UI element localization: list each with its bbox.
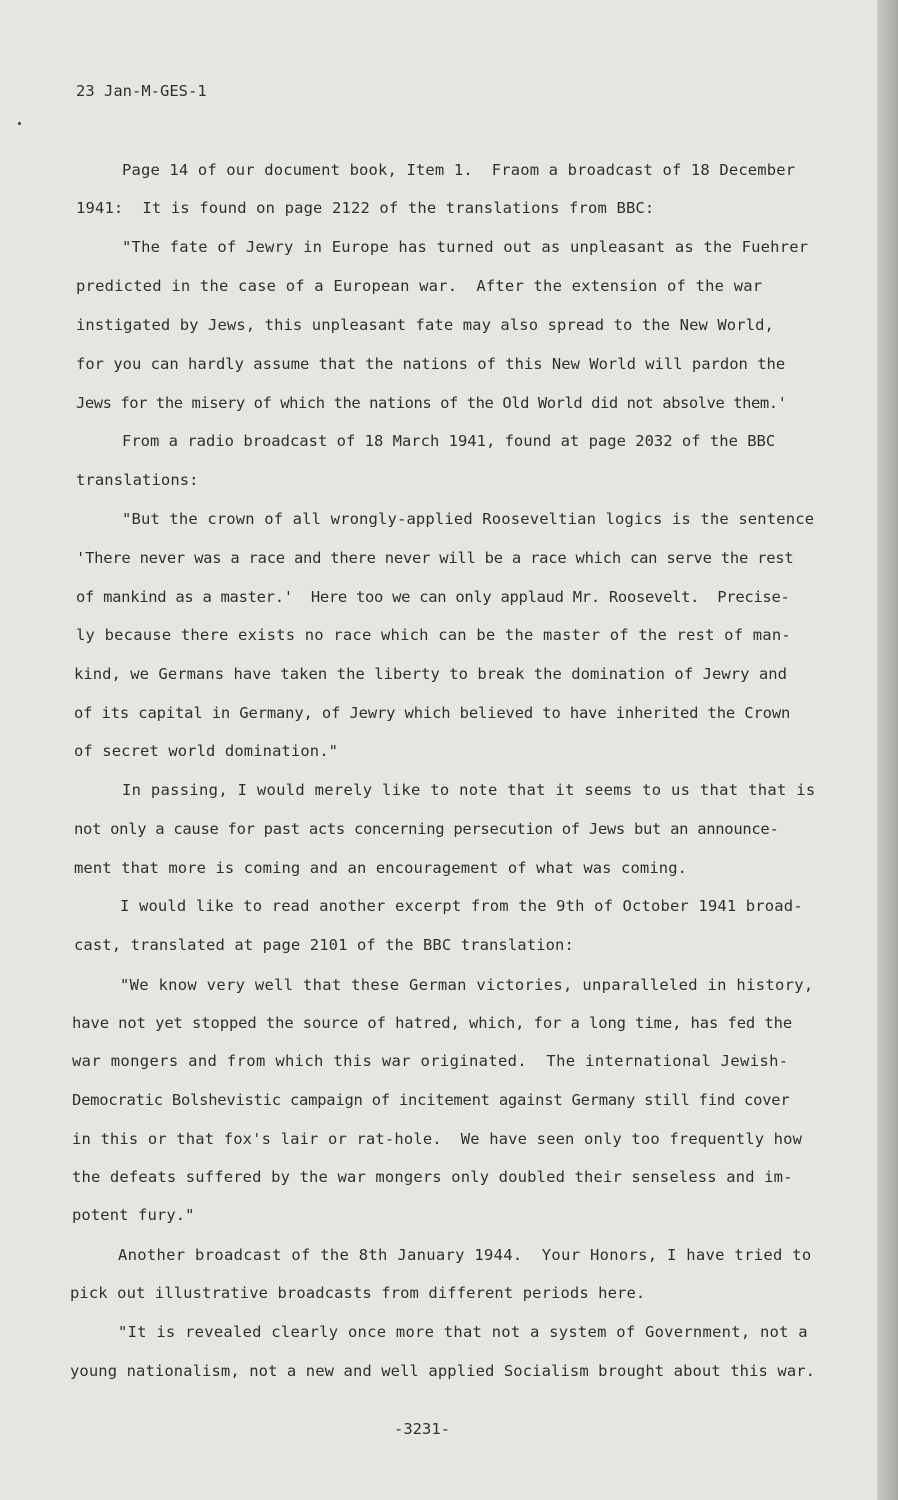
text-line: have not yet stopped the source of hatred, which, for a long time, has fed the <box>72 1014 793 1032</box>
text-line: potent fury." <box>72 1206 195 1224</box>
text-line: ment that more is coming and an encouragement of what was coming. <box>74 859 688 877</box>
text-line: translations: <box>76 471 199 489</box>
text-line: of mankind as a master.' Here too we can only applaud Mr. Roosevelt. Precise- <box>76 588 790 606</box>
text-line: instigated by Jews, this unpleasant fate may also spread to the New World, <box>76 316 774 334</box>
text-line: "It is revealed clearly once more that not a system of Government, not a <box>118 1323 808 1341</box>
text-line: war mongers and from which this war originated. The international Jewish- <box>72 1052 789 1070</box>
text-line: "The fate of Jewry in Europe has turned out as unpleasant as the Fuehrer <box>122 238 809 256</box>
text-line: the defeats suffered by the war mongers only doubled their senseless and im- <box>72 1168 793 1186</box>
text-line: "We know very well that these German victories, unparalleled in history, <box>120 976 814 994</box>
text-line: Another broadcast of the 8th January 1944. Your Honors, I have tried to <box>118 1246 812 1264</box>
page-edge <box>878 0 898 1500</box>
text-line: From a radio broadcast of 18 March 1941, found at page 2032 of the BBC <box>122 432 776 450</box>
text-line: for you can hardly assume that the nations of this New World will pardon the <box>76 355 786 373</box>
text-line: I would like to read another excerpt from the 9th of October 1941 broad- <box>120 897 803 915</box>
document-header-code: 23 Jan-M-GES-1 <box>76 82 207 100</box>
text-line: In passing, I would merely like to note that it seems to us that that is <box>122 781 816 799</box>
text-line: of its capital in Germany, of Jewry which believed to have inherited the Crown <box>74 704 791 722</box>
text-line: 'There never was a race and there never will be a race which can serve the rest <box>76 549 794 567</box>
text-line: ly because there exists no race which can be the master of the rest of man- <box>76 626 791 644</box>
page-number: -3231- <box>394 1420 450 1438</box>
text-line: "But the crown of all wrongly-applied Rooseveltian logics is the sentence <box>122 510 815 528</box>
text-line: Jews for the misery of which the nations of the Old World did not absolve them.' <box>76 394 787 412</box>
text-line: young nationalism, not a new and well applied Socialism brought about this war. <box>70 1362 816 1380</box>
text-line: predicted in the case of a European war. After the extension of the war <box>76 277 763 295</box>
text-line: in this or that fox's lair or rat-hole. We have seen only too frequently how <box>72 1130 803 1148</box>
text-line: Democratic Bolshevistic campaign of incitement against Germany still find cover <box>72 1091 790 1109</box>
text-line: of secret world domination." <box>74 742 339 760</box>
text-line: kind, we Germans have taken the liberty to break the domination of Jewry and <box>74 665 788 683</box>
text-line: Page 14 of our document book, Item 1. Fraom a broadcast of 18 December <box>122 161 796 179</box>
text-line: pick out illustrative broadcasts from different periods here. <box>70 1284 646 1302</box>
scan-speck <box>18 122 21 125</box>
text-line: not only a cause for past acts concerning persecution of Jews but an announce- <box>74 820 779 838</box>
text-line: 1941: It is found on page 2122 of the translations from BBC: <box>76 199 655 217</box>
text-line: cast, translated at page 2101 of the BBC translation: <box>74 936 574 954</box>
